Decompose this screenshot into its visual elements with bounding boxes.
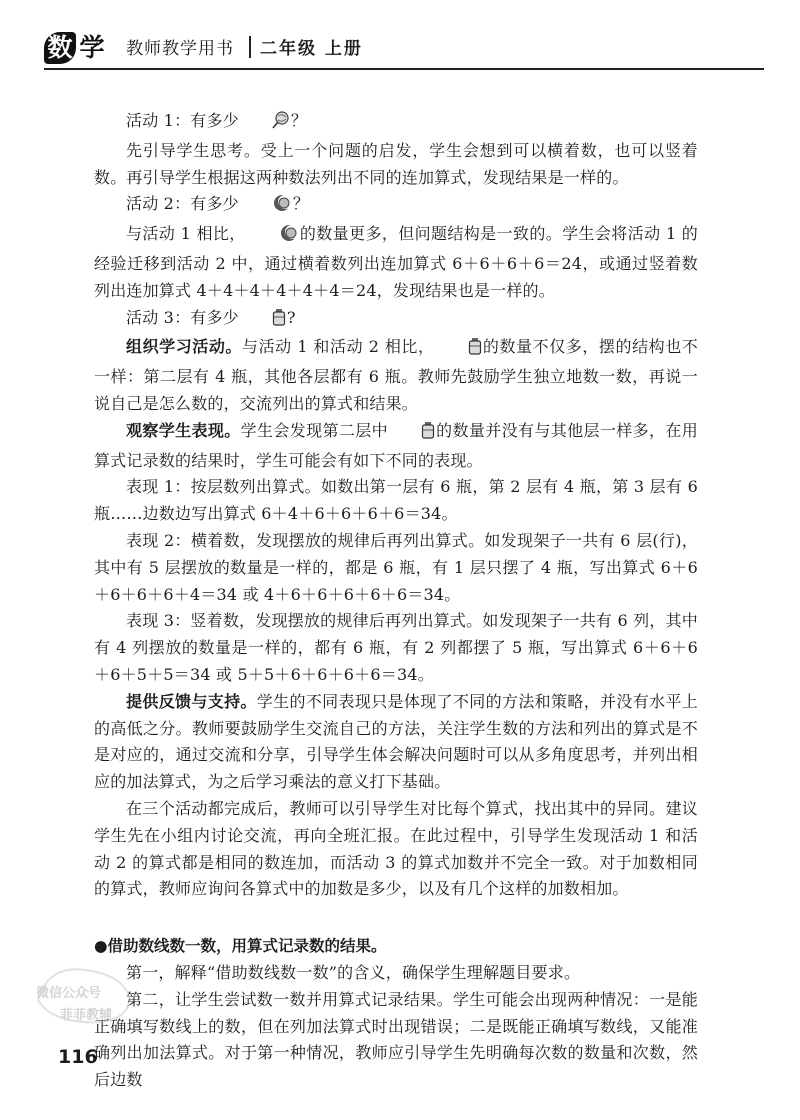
paragraph-1: 先引导学生思考。受上一个问题的启发，学生会想到可以横着数，也可以竖着数。再引导学生根据这两种数法列出不同的连加算式，发现结果是一样的。 — [94, 140, 698, 187]
paragraph-2: 与活动 1 相比， 的数量更多，但问题结构是一致的。学生会将活动 1 的经验迁移到活动 2 中，通过横着数列出连加算式 6＋6＋6＋6＝24，或通过竖着数列出连加算式 4＋4＋4＋4＋4＋4＝24，发现结果也是一样的。 — [94, 224, 698, 300]
watermark-line-2: 菲菲教辅 — [60, 1008, 113, 1023]
paragraph-4: 观察学生表现。学生会发现第二层中 的数量并没有与其他层一样多，在用算式记录数的结果时，学生可能会有如下不同的表现。 — [94, 420, 698, 470]
header-rule — [44, 68, 764, 70]
bottle-icon — [240, 308, 286, 335]
paragraph-5: 表现 1：按层数列出算式。如数出第一层有 6 瓶，第 2 层有 4 瓶，第 3 层有 6 瓶……边数边写出算式 6＋4＋6＋6＋6＋6＝34。 — [94, 477, 698, 524]
bottle-icon — [436, 337, 482, 364]
activity-1-title: 活动 1：有多少 ？ — [94, 108, 698, 138]
moon-cake-icon — [240, 194, 292, 221]
watermark — [30, 960, 140, 1030]
paragraph-10: 第一，解释“借助数线数一数”的含义，确保学生理解题目要求。 — [126, 962, 581, 982]
paragraph-7: 表现 3：竖着数，发现摆放的规律后再列出算式。如发现架子一共有 6 列，其中有 4 列摆放的数量是一样的，都有 6 瓶，有 2 列都摆了 5 瓶，写出算式 6＋6＋6＋6＋5＋5＝34 或 5＋5＋6＋6＋6＋6＝34。 — [94, 611, 698, 684]
logo-char-shu: 数 — [44, 32, 76, 64]
section-title: ●借助数线数一数，用算式记录数的结果。 — [94, 937, 387, 956]
watermark-line-1: 微信公众号 — [36, 986, 102, 1001]
paragraph-6: 表现 2：横着数，发现摆放的规律后再列出算式。如发现架子一共有 6 层(行)，其中有 5 层摆放的数量是一样的，都是 6 瓶，有 1 层只摆了 4 瓶，写出算式 6＋6＋6＋6＋6＋4＝34 或 4＋6＋6＋6＋6＋6＝34。 — [94, 530, 698, 604]
header-separator — [249, 36, 251, 58]
running-header — [44, 30, 764, 72]
activity-3-title: 活动 3：有多少 ? — [94, 305, 698, 335]
logo-char-xue: 学 — [79, 33, 105, 62]
lollipop-icon — [240, 111, 290, 138]
paragraph-9: 在三个活动都完成后，教师可以引导学生对比每个算式，找出其中的异同。建议学生先在小组内讨论交流，再向全班汇报。在此过程中，引导学生发现活动 1 和活动 2 的算式都是相同的数连加，而活动 3 的算式加数并不完全一致。对于加数相同的算式，教师应询问各算式中的加数是多少，以及有几个这样的加数相加。 — [94, 798, 698, 899]
paragraph-11: 第二，让学生尝试数一数并用算式记录结果。学生可能会出现两种情况：一是能正确填写数线上的数，但在列加法算式时出现错误；二是既能正确填写数线，又能准确列出加法算式。对于第一种情况，教师应引导学生先明确每次数的数量和次数，然后边数 — [94, 989, 698, 1090]
paragraph-8: 提供反馈与支持。学生的不同表现只是体现了不同的方法和策略，并没有水平上的高低之分。教师要鼓励学生交流自己的方法，关注学生数的方法和列出的算式是不是对应的，通过交流和分享，引导学生体会解决问题时可以从多角度思考，并列出相应的加法算式，为之后学习乘法的意义打下基础。 — [94, 691, 698, 792]
paragraph-3: 组织学习活动。与活动 1 和活动 2 相比， 的数量不仅多，摆的结构也不一样：第二层有 4 瓶，其他各层都有 6 瓶。教师先鼓励学生独立地数一数，再说一说自己是怎么数的，交流列出的算式和结果。 — [94, 337, 698, 413]
bottle-icon — [389, 421, 435, 448]
activity-2-title: 活动 2：有多少 ？ — [94, 191, 698, 221]
page-number: 116 — [58, 1046, 98, 1068]
subject-logo — [44, 30, 108, 66]
page-body — [94, 108, 698, 1094]
moon-cake-icon — [247, 224, 299, 251]
book-title: 教师教学用书 — [126, 39, 234, 59]
grade-label: 二年级 上册 — [260, 39, 363, 59]
